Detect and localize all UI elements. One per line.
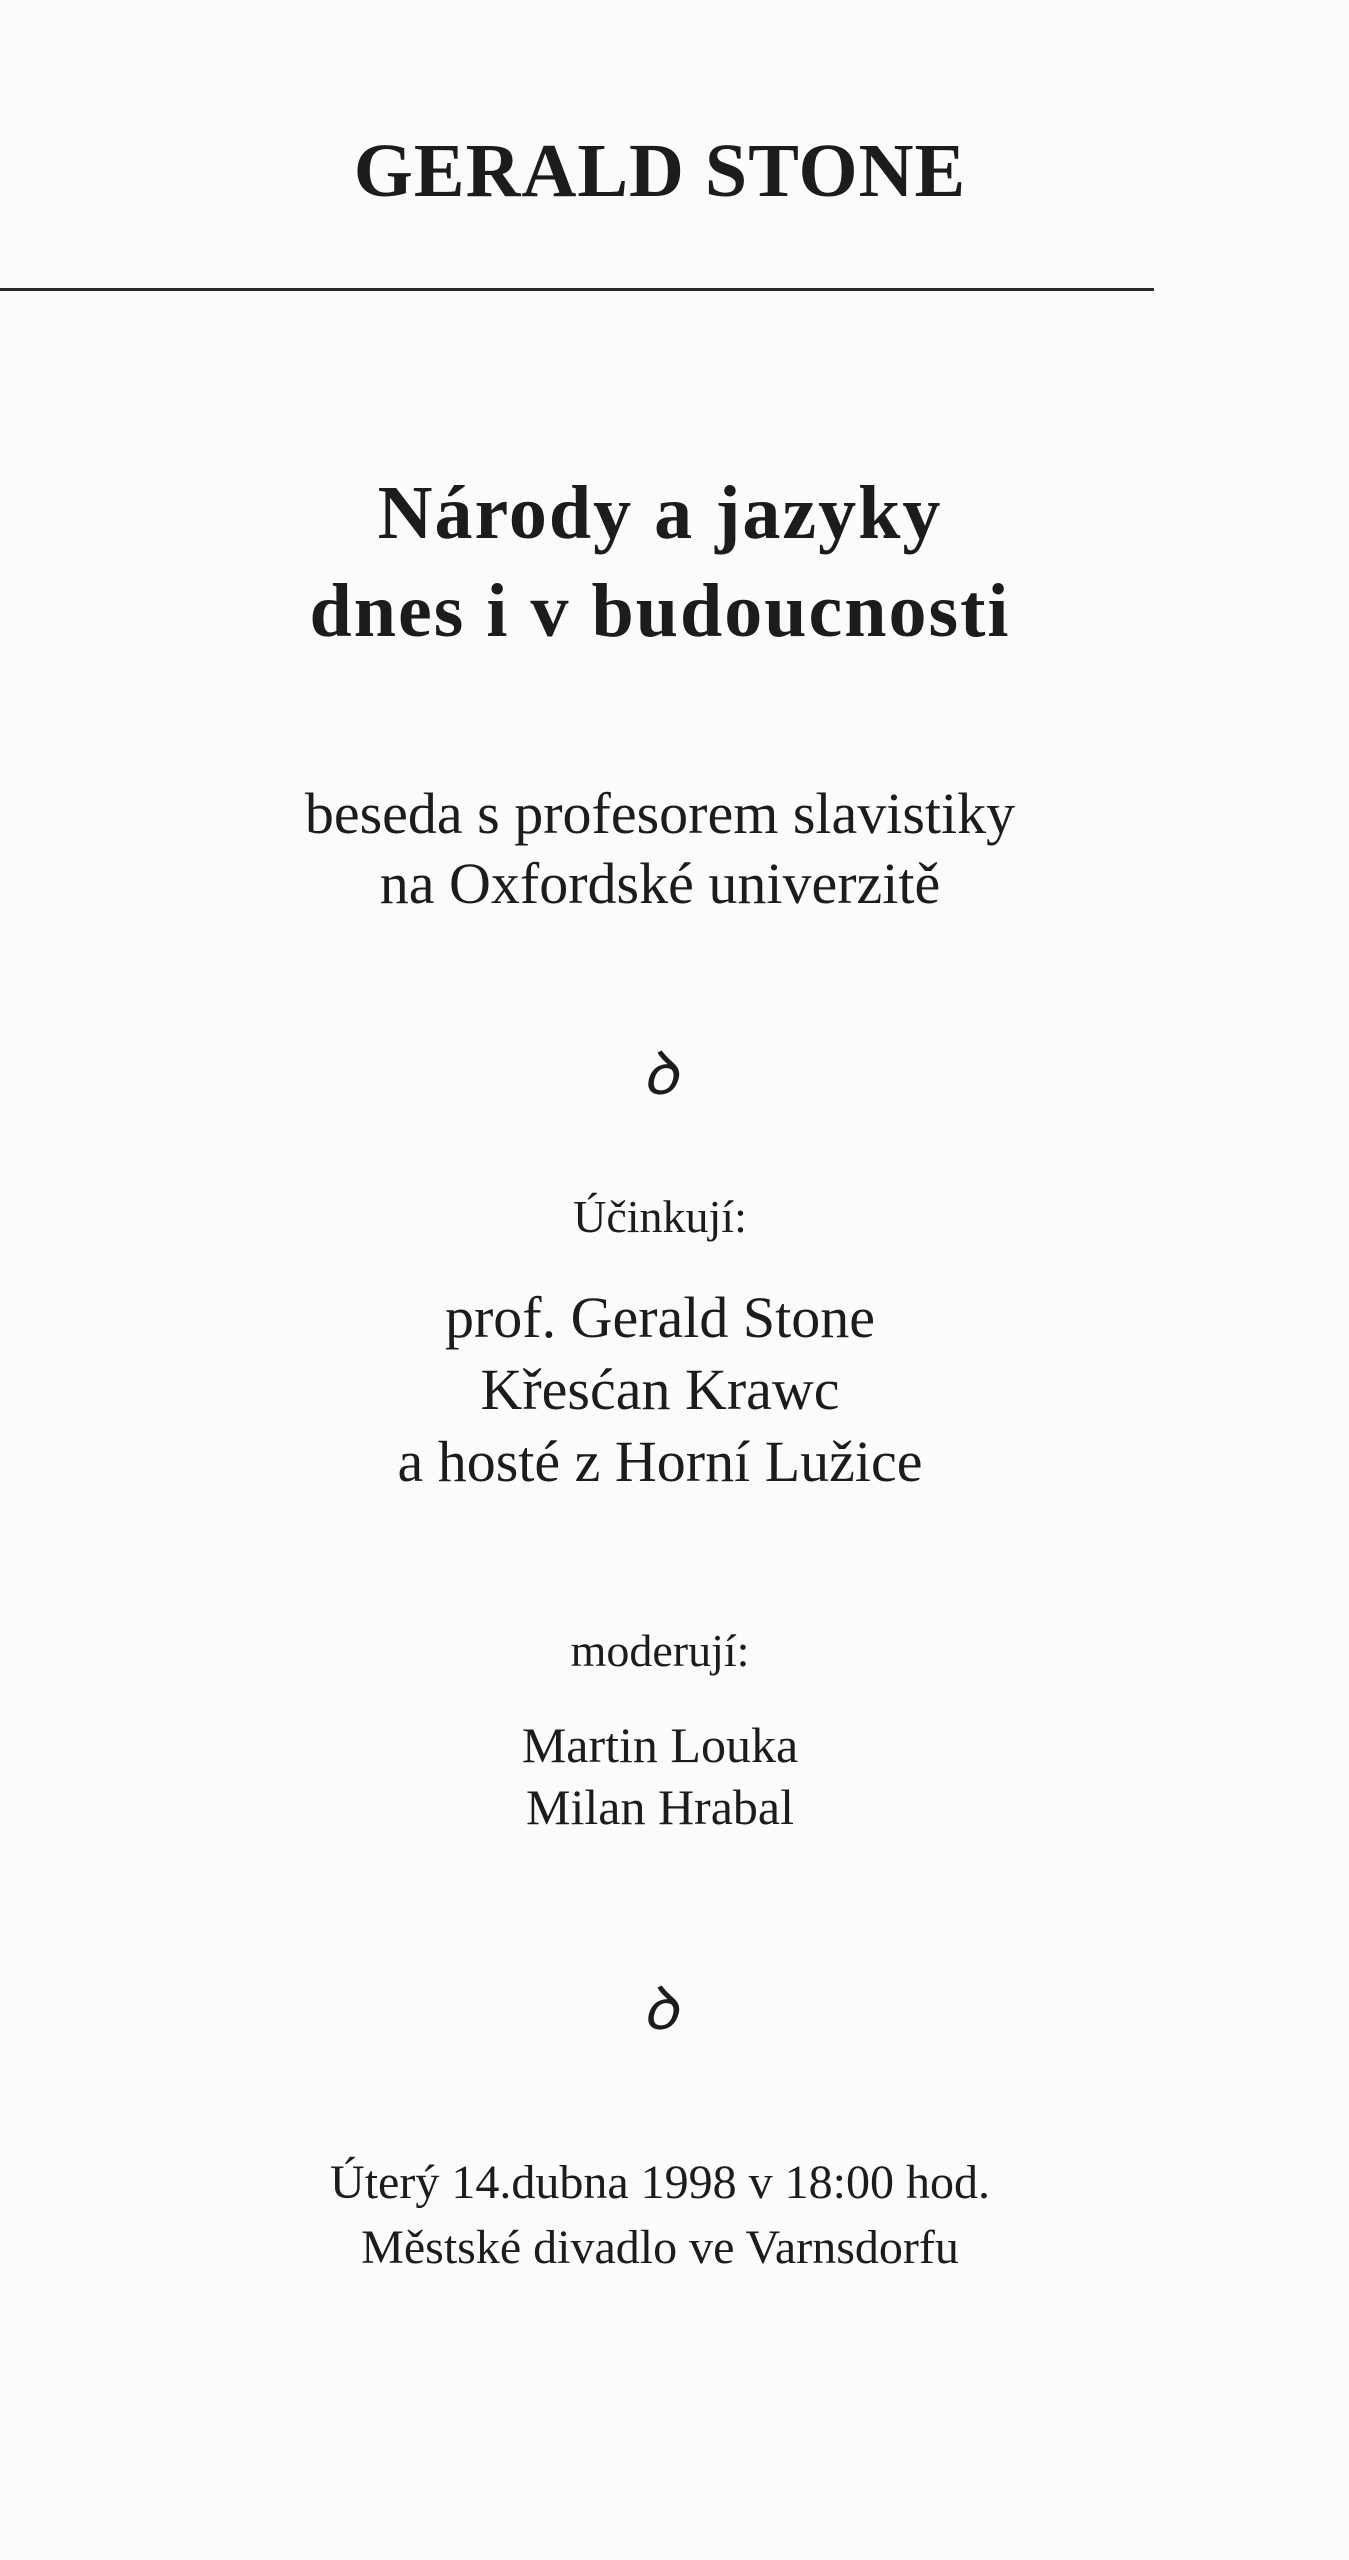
subtitle-line-1: beseda s profesorem slavistiky [304, 781, 1016, 846]
ornament-icon: ꝺ [642, 1976, 678, 2042]
performers-label: Účinkují: [573, 1191, 747, 1242]
moderator-2: Milan Hrabal [526, 1779, 794, 1835]
event-venue: Městské divadlo ve Varnsdorfu [361, 2221, 959, 2274]
horizontal-divider [0, 288, 1154, 291]
moderators-label: moderují: [570, 1625, 750, 1676]
ornament-icon: ꝺ [642, 1041, 678, 1107]
performer-3: a hosté z Horní Lužice [397, 1429, 923, 1494]
subtitle-line-2: na Oxfordské univerzitě [379, 851, 941, 916]
moderator-1: Martin Louka [521, 1717, 799, 1773]
event-title-line-2: dnes i v budoucnosti [309, 569, 1011, 653]
performer-1: prof. Gerald Stone [444, 1285, 876, 1350]
event-title-line-1: Národy a jazyky [377, 471, 943, 555]
performer-2: Křesćan Krawc [480, 1357, 840, 1422]
event-date-time: Úterý 14.dubna 1998 v 18:00 hod. [330, 2156, 990, 2209]
author-name: GERALD STONE [353, 129, 967, 213]
